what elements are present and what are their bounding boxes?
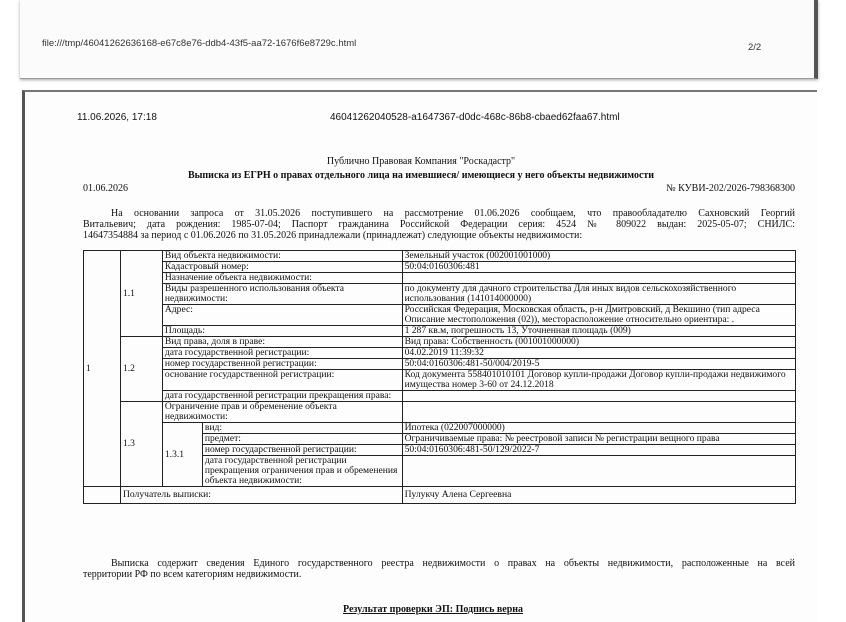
field-value: 50:04:0160306:481 <box>402 262 795 273</box>
field-label: Площадь: <box>162 326 402 337</box>
field-label: Адрес: <box>162 305 402 326</box>
subsection-number: 1.3.1 <box>162 423 202 487</box>
field-label: Кадастровый номер: <box>162 262 402 273</box>
field-value <box>402 456 795 487</box>
field-label: основание государственной регистрации: <box>162 370 402 391</box>
field-label: номер государственной регистрации: <box>162 359 402 370</box>
property-table <box>83 250 796 504</box>
organization-name: Публично Правовая Компания "Роскадастр" <box>326 156 516 167</box>
table-row <box>84 262 796 273</box>
field-value <box>402 402 795 423</box>
field-value: 50:04:0160306:481-50/004/2019-5 <box>402 359 795 370</box>
intro-line-1: На основании запроса от 31.05.2026 поступившего на рассмотрение 01.06.2026 сообщаем, что правообладателю Сахновский Георгий <box>111 208 795 219</box>
field-value: Ипотека (022007000000) <box>402 423 795 434</box>
field-label: Вид объекта недвижимости: <box>162 251 402 262</box>
field-label: номер государственной регистрации: <box>202 445 402 456</box>
field-value: 1 287 кв.м, погрешность 13, Уточненная площадь (009) <box>402 326 795 337</box>
subsection-number: 1.3 <box>120 402 162 487</box>
field-value: Код документа 558401010101 Договор купли-продажи Договор купли-продажи недвижимого имущества номер 3-60 от 24.12.2018 <box>402 370 795 391</box>
table-row <box>84 391 796 402</box>
recipient-label: Получатель выписки: <box>120 487 402 504</box>
field-value: Вид права: Собственность (001001000000) <box>402 337 795 348</box>
subsection-number: 1.1 <box>120 251 162 337</box>
footer-note-1: Выписка содержит сведения Единого государственного реестра недвижимости о правах на объекты недвижимости, расположенные на всей <box>111 558 795 569</box>
recipient-value: Пулукчу Алена Сергеевна <box>402 487 795 504</box>
table-row <box>84 402 796 423</box>
document-page <box>22 90 817 622</box>
signature-check: Результат проверки ЭП: Подпись верна <box>343 604 524 615</box>
table-row <box>84 305 796 326</box>
subsection-number: 1.2 <box>120 337 162 402</box>
intro-line-3: 14647354884 за период с 01.06.2026 по 31.05.2026 принадлежали (принадлежат) следующие объекты недвижимости: <box>83 230 583 241</box>
intro-line-2: Витальевич; дата рождения: 1985-07-04; Паспорт гражданина Российской Федерации серия: 4524 № 809022 выдан: 2025-05-07; СНИЛС: <box>83 219 795 230</box>
field-label: дата государственной регистрации прекращения ограничения прав и обременения объекта недвижимости: <box>202 456 402 487</box>
table-row <box>84 326 796 337</box>
field-value: Земельный участок (002001001000) <box>402 251 795 262</box>
empty-cell <box>84 487 121 504</box>
field-label: дата государственной регистрации: <box>162 348 402 359</box>
field-value: по документу для дачного строительства Для иных видов сельскохозяйственного использования (141014000000) <box>402 284 795 305</box>
document-date: 01.06.2026 <box>83 183 128 194</box>
field-label: Назначение объекта недвижимости: <box>162 273 402 284</box>
field-label: дата государственной регистрации прекращения права: <box>162 391 402 402</box>
table-row <box>84 337 796 348</box>
table-row <box>84 359 796 370</box>
table-row <box>84 348 796 359</box>
field-label: Ограничение прав и обременение объекта недвижимости: <box>162 402 402 423</box>
field-value: Российская Федерация, Московская область, р-н Дмитровский, д Векшино (тип адреса Описание местоположения (02)), месторасположение относительно ориентира: . <box>402 305 795 326</box>
previous-page-sheet <box>20 0 818 79</box>
table-row <box>84 284 796 305</box>
document-number: № КУВИ-202/2026-798368300 <box>666 183 795 194</box>
table-row <box>84 487 796 504</box>
table-row <box>84 251 796 262</box>
section-number: 1 <box>84 251 121 487</box>
field-value <box>402 273 795 284</box>
print-datetime: 11.06.2026, 17:18 <box>77 112 157 123</box>
field-value: 04.02.2019 11:39:32 <box>402 348 795 359</box>
field-label: Виды разрешенного использования объекта недвижимости: <box>162 284 402 305</box>
footer-note-2: территории РФ по всем категориям недвижимости. <box>83 569 302 580</box>
table-row <box>84 273 796 284</box>
document-title: Выписка из ЕГРН о правах отдельного лица на имевшиеся/ имеющиеся у него объекты недвижимости <box>187 170 655 181</box>
table-row <box>84 370 796 391</box>
table-row <box>84 423 796 434</box>
field-label: Вид права, доля в праве: <box>162 337 402 348</box>
field-value: 50:04:0160306:481-50/129/2022-7 <box>402 445 795 456</box>
field-label: вид: <box>202 423 402 434</box>
field-label: предмет: <box>202 434 402 445</box>
print-url: file:///tmp/46041262636168-e67c8e76-ddb4-43f5-aa72-1676f6e8729c.html <box>42 38 357 49</box>
print-doc-id: 46041262040528-a1647367-d0dc-468c-86b8-cbaed62faa67.html <box>330 112 620 123</box>
page-number: 2/2 <box>748 42 762 53</box>
field-value: Ограничиваемые права: № реестровой записи № регистрации вещного права <box>402 434 795 445</box>
field-value <box>402 391 795 402</box>
